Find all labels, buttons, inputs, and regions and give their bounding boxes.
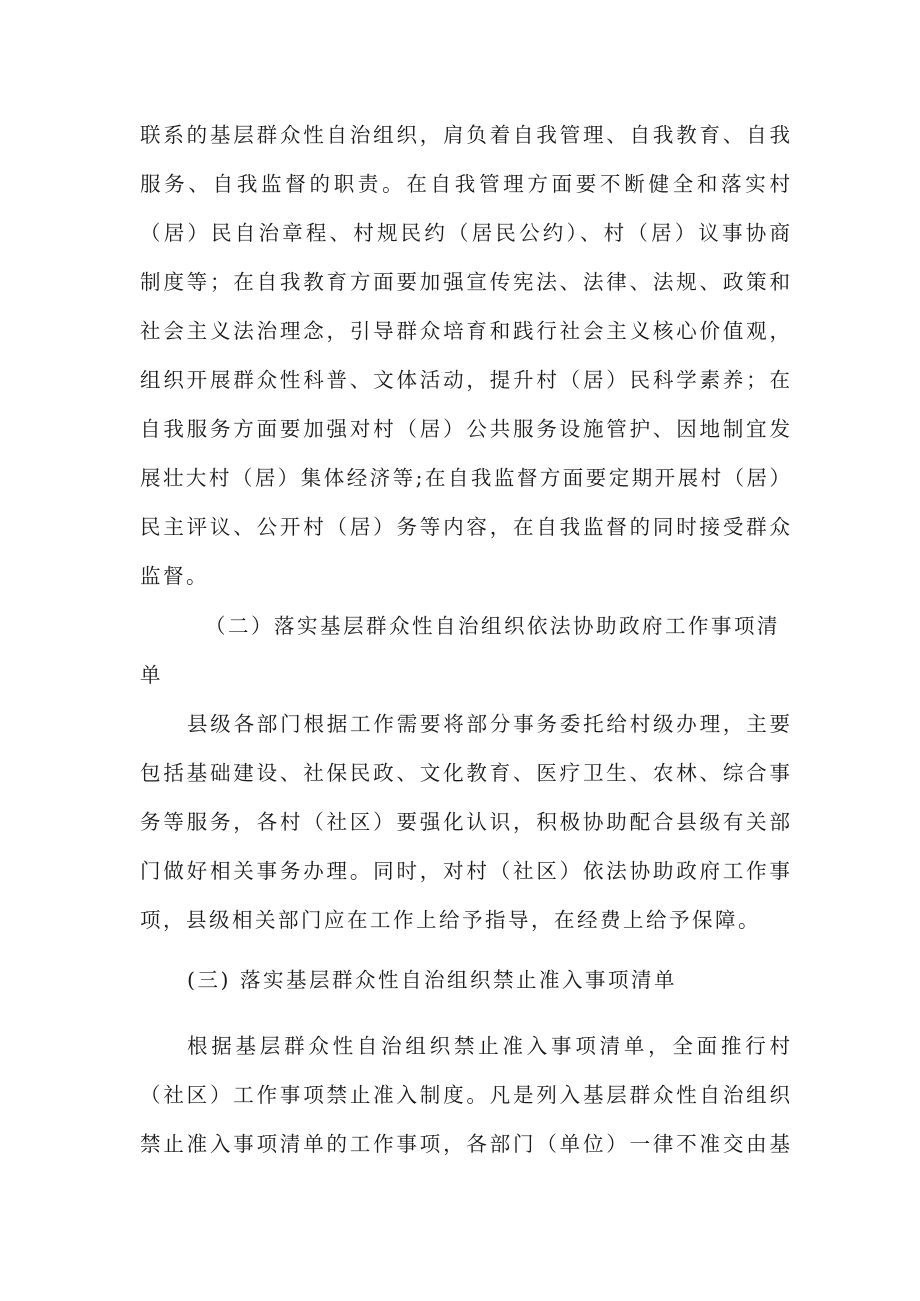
paragraph-1-line-4: 制度等；在自我教育方面要加强宣传宪法、法律、法规、政策和	[140, 270, 790, 294]
paragraph-1-line-2: 服务、自我监督的职责。在自我管理方面要不断健全和落实村	[140, 172, 790, 196]
paragraph-2-line-3: 务等服务，各村（社区）要强化认识，积极协助配合县级有关部	[140, 810, 790, 834]
paragraph-2-line-1: 县级各部门根据工作需要将部分事务委托给村级办理，主要	[187, 712, 790, 736]
paragraph-1-line-5: 社会主义法治理念，引导群众培育和践行社会主义核心价值观，	[140, 319, 790, 343]
paragraph-1-line-8: 展壮大村（居）集体经济等;在自我监督方面要定期开展村（居）	[140, 466, 790, 490]
paragraph-1-line-7: 自我服务方面要加强对村（居）公共服务设施管护、因地制宜发	[140, 417, 790, 441]
paragraph-2-line-5: 项，县级相关部门应在工作上给予指导，在经费上给予保障。	[140, 908, 761, 932]
section-heading-2-line-2: 单	[140, 663, 163, 687]
paragraph-1-line-1: 联系的基层群众性自治组织，肩负着自我管理、自我教育、自我	[140, 123, 790, 147]
paragraph-1-line-3: （居）民自治章程、村规民约（居民公约）、村（居）议事协商	[140, 221, 790, 245]
section-heading-3: (三) 落实基层群众性自治组织禁止准入事项清单	[187, 968, 678, 992]
paragraph-1-line-9: 民主评议、公开村（居）务等内容，在自我监督的同时接受群众	[140, 515, 790, 539]
paragraph-2-line-4: 门做好相关事务办理。同时，对村（社区）依法协助政府工作事	[140, 859, 790, 883]
paragraph-1-line-6: 组织开展群众性科普、文体活动，提升村（居）民科学素养；在	[140, 368, 790, 392]
paragraph-3-line-1: 根据基层群众性自治组织禁止准入事项清单，全面推行村	[187, 1034, 790, 1058]
paragraph-3-line-2: （社区）工作事项禁止准入制度。凡是列入基层群众性自治组织	[140, 1083, 790, 1107]
paragraph-2-line-2: 包括基础建设、社保民政、文化教育、医疗卫生、农林、综合事	[140, 761, 790, 785]
paragraph-3-line-3: 禁止准入事项清单的工作事项，各部门（单位）一律不准交由基	[140, 1132, 790, 1156]
paragraph-1-line-10: 监督。	[140, 564, 209, 588]
section-heading-2-line-1: （二）落实基层群众性自治组织依法协助政府工作事项清	[205, 614, 780, 638]
